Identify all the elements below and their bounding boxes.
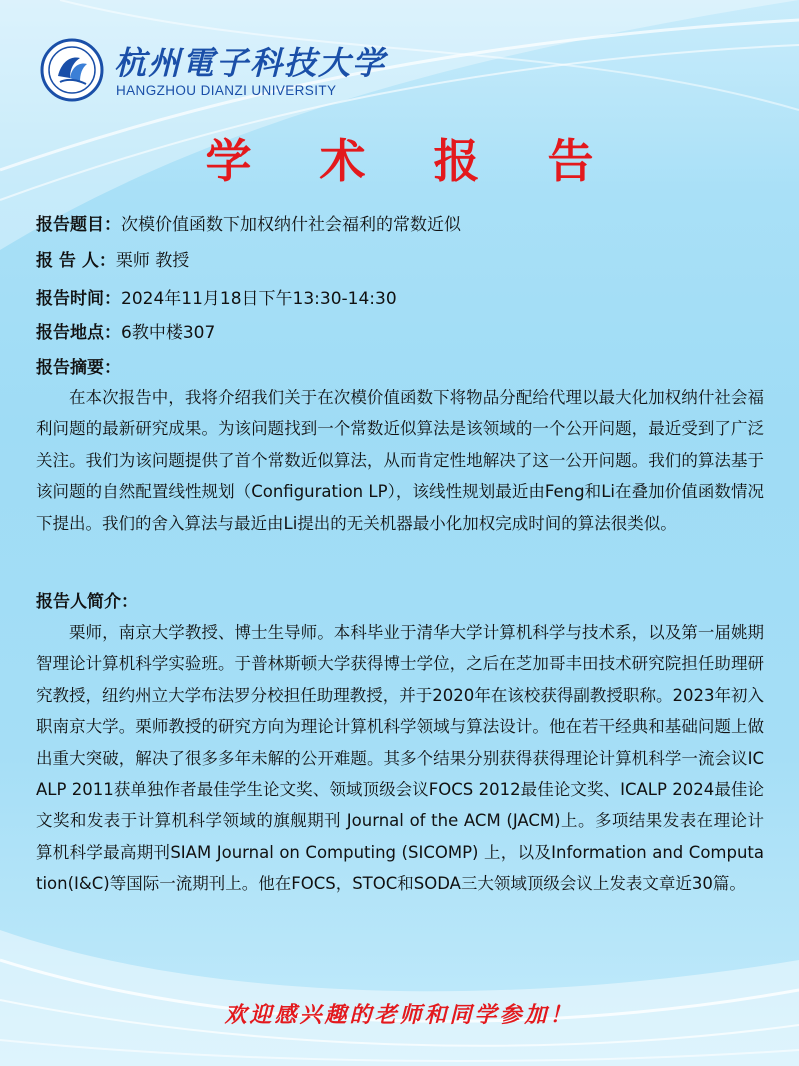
abstract-text: 在本次报告中，我将介绍我们关于在次模价值函数下将物品分配给代理以最大化加权纳什社会福利问题的最新研究成果。为该问题找到一个常数近似算法是该领域的一个公开问题，最近受到了广泛关注。我们为该问题提供了首个常数近似算法，从而肯定性地解决了这一公开问题。我们的算法基于该问题的自然配置线性规划（Configuration LP），该线性规划最近由Feng和Li在叠加价值函数情况下提出。我们的舍入算法与最近由Li提出的无关机器最小化加权完成时间的算法很类似。 xyxy=(36,388,764,533)
bio-heading: 报告人简介： xyxy=(36,592,138,612)
abstract-heading: 报告摘要： xyxy=(36,358,121,378)
speaker-value: 栗师 教授 xyxy=(115,251,190,271)
report-time-label: 报告时间： xyxy=(36,289,121,309)
report-location-label: 报告地点： xyxy=(36,323,121,343)
welcome-banner: 欢迎感兴趣的老师和同学参加！ xyxy=(224,1002,575,1028)
report-location-value: 6教中楼307 xyxy=(121,323,216,343)
report-topic-row xyxy=(36,210,461,235)
report-time-row xyxy=(36,284,397,309)
report-location-row xyxy=(36,318,215,343)
page-title: 学 术 报 告 xyxy=(205,134,620,188)
report-topic-label: 报告题目： xyxy=(36,215,121,235)
speaker-row xyxy=(36,246,189,271)
report-topic-value: 次模价值函数下加权纳什社会福利的常数近似 xyxy=(121,215,461,235)
speaker-label: 报 告 人： xyxy=(36,251,116,271)
university-emblem-icon xyxy=(40,38,104,102)
university-name-cn: 杭州電子科技大学 xyxy=(114,44,387,82)
bio-text: 栗师，南京大学教授、博士生导师。本科毕业于清华大学计算机科学与技术系，以及第一届姚期智理论计算机科学实验班。于普林斯顿大学获得博士学位，之后在芝加哥丰田技术研究院担任助理研究教授，纽约州立大学布法罗分校担任助理教授，并于2020年在该校获得副教授职称。2023年初入职南京大学。栗师教授的研究方向为理论计算机科学领域与算法设计。他在若干经典和基础问题上做出重大突破，解决了很多多年未解的公开难题。其多个结果分别获得获得理论计算机科学一流会议ICALP 2011获单独作者最佳学生论文奖、领域顶级会议FOCS 2012最佳论文奖、ICALP 2024最佳论文奖和发表于计算机科学领域的旗舰期刊 Journal of the ACM (JACM)上。多项结果发表在理论计算机科学最高期刊SIAM Journal on Computing (SICOMP) 上，以及Information and Computation(I&C)等国际一流期刊上。他在FOCS，STOC和SODA三大领域顶级会议上发表文章近30篇。 xyxy=(36,623,764,894)
report-time-value: 2024年11月18日下午13:30-14:30 xyxy=(121,289,397,309)
university-name-en: HANGZHOU DIANZI UNIVERSITY xyxy=(116,83,337,98)
